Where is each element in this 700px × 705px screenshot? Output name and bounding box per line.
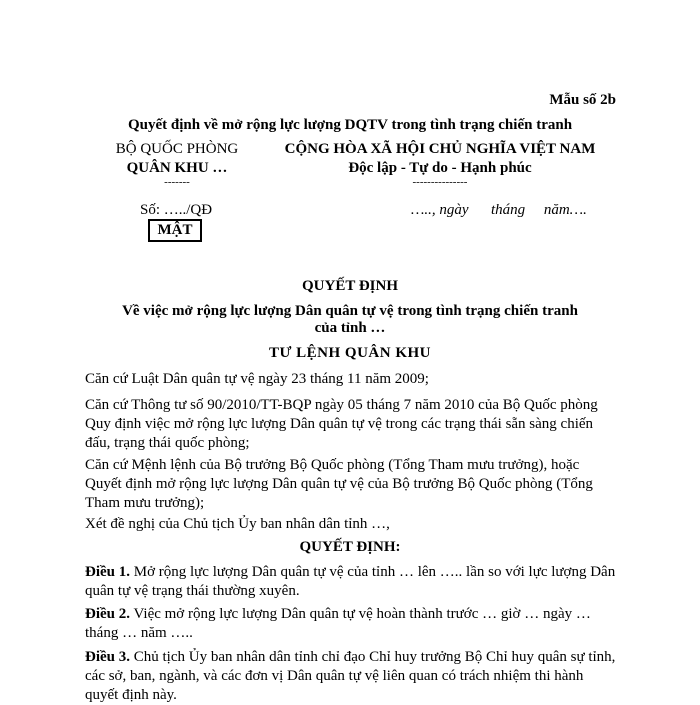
secret-stamp: MẬT [148, 219, 202, 242]
article-3-label: Điều 3. [85, 649, 130, 665]
preamble-basis-circular: Căn cứ Thông tư số 90/2010/TT-BQP ngày 05 tháng 7 năm 2010 của Bộ Quốc phòng Quy định việc mở rộng lực lượng Dân quân tự vệ trong các trạng thái sẵn sàng chiến đấu, trạng thái quốc phòng; [85, 397, 598, 451]
country-name: CỘNG HÒA XÃ HỘI CHỦ NGHĨA VIỆT NAM [284, 141, 596, 157]
article-1-text: Mở rộng lực lượng Dân quân tự vệ của tỉnh … lên ….. lần so với lực lượng Dân quân tự vệ trạng thái thường xuyên. [85, 564, 616, 599]
preamble-basis-law: Căn cứ Luật Dân quân tự vệ ngày 23 tháng 11 năm 2009; [85, 371, 429, 387]
decision-title: QUYẾT ĐỊNH [302, 278, 398, 294]
subject-line-1: Về việc mở rộng lực lượng Dân quân tự vệ trong tình trạng chiến tranh [122, 303, 578, 319]
preamble-proposal: Xét đề nghị của Chủ tịch Ủy ban nhân dân tỉnh …, [85, 516, 390, 532]
document-number: Số: …../QĐ [140, 202, 213, 218]
decision-heading: QUYẾT ĐỊNH: [299, 539, 401, 555]
document-heading: Quyết định về mở rộng lực lượng DQTV trong tình trạng chiến tranh [127, 117, 573, 133]
article-2 [85, 605, 617, 643]
article-2-text: Việc mở rộng lực lượng Dân quân tự vệ hoàn thành trước … giờ … ngày … tháng … năm ….. [85, 606, 591, 641]
preamble-basis-order: Căn cứ Mệnh lệnh của Bộ trưởng Bộ Quốc phòng (Tổng Tham mưu trưởng), hoặc Quyết định mở rộng lực lượng Dân quân tự vệ của Bộ trưởng Bộ Quốc phòng (Tổng Tham mưu trưởng); [85, 457, 593, 511]
right-divider: --------------- [412, 176, 468, 188]
form-number: Mẫu số 2b [549, 92, 616, 108]
subject-line-2: của tỉnh … [314, 320, 386, 336]
ministry-name: BỘ QUỐC PHÒNG [115, 141, 239, 157]
left-divider: ------- [164, 176, 190, 188]
article-1 [85, 563, 617, 601]
date-line: ….., ngày tháng năm…. [411, 202, 587, 218]
unit-name: QUÂN KHU … [126, 160, 228, 176]
article-3-text: Chủ tịch Ủy ban nhân dân tỉnh chỉ đạo Chỉ huy trưởng Bộ Chỉ huy quân sự tỉnh, các sở, ban, ngành, và các đơn vị Dân quân tự vệ liên quan có trách nhiệm thi hành quyết định này. [85, 649, 616, 703]
article-2-label: Điều 2. [85, 606, 130, 622]
article-3 [85, 648, 617, 705]
national-motto: Độc lập - Tự do - Hạnh phúc [348, 160, 532, 176]
issuer-title: TƯ LỆNH QUÂN KHU [268, 345, 432, 361]
article-1-label: Điều 1. [85, 564, 130, 580]
